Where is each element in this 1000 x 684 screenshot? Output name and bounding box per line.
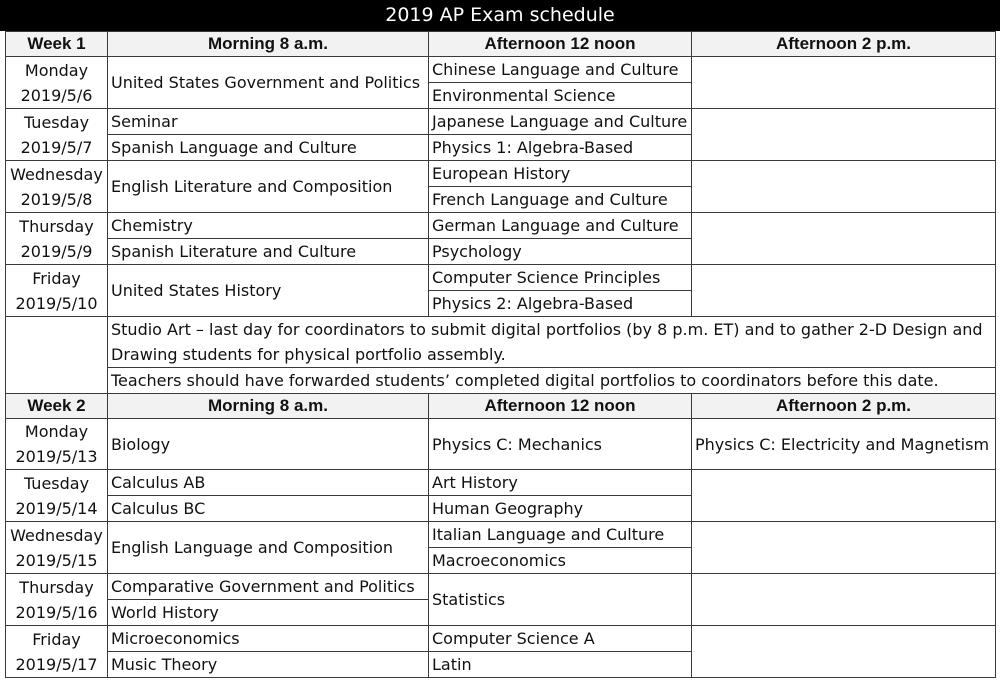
day-date: 2019/5/16 <box>15 602 98 622</box>
table-row <box>6 57 996 83</box>
day-name: Monday <box>24 422 89 441</box>
table-row <box>6 522 996 548</box>
day-date: 2019/5/10 <box>15 293 98 313</box>
day-cell <box>6 626 108 678</box>
noon-exam: French Language and Culture <box>429 187 692 213</box>
noon-exam: German Language and Culture <box>429 213 692 239</box>
two-pm-header: Afternoon 2 p.m. <box>692 32 996 57</box>
schedule-title: 2019 AP Exam schedule <box>0 0 1000 31</box>
day-name: Wednesday <box>10 164 103 184</box>
day-date: 2019/5/17 <box>15 654 98 674</box>
two-pm-empty <box>692 470 996 522</box>
two-pm-empty <box>692 574 996 626</box>
day-date: 2019/5/7 <box>20 137 93 157</box>
two-pm-empty <box>692 213 996 265</box>
note-row <box>6 317 996 368</box>
morning-exam: Seminar <box>108 109 429 135</box>
day-cell <box>6 57 108 109</box>
day-cell <box>6 419 108 470</box>
table-row <box>6 265 996 291</box>
morning-exam: United States History <box>108 265 429 317</box>
week2-label: Week 2 <box>6 394 108 419</box>
morning-exam: Microeconomics <box>108 626 429 652</box>
noon-exam: Chinese Language and Culture <box>429 57 692 83</box>
table-row <box>6 109 996 135</box>
day-cell <box>6 213 108 265</box>
two-pm-empty <box>692 626 996 678</box>
two-pm-exam: Physics C: Electricity and Magnetism <box>692 419 996 470</box>
day-name: Monday <box>24 60 89 80</box>
day-name: Thursday <box>19 216 94 236</box>
noon-exam: Italian Language and Culture <box>429 522 692 548</box>
day-cell <box>6 109 108 161</box>
noon-exam: Macroeconomics <box>429 548 692 574</box>
noon-exam: Physics C: Mechanics <box>429 419 692 470</box>
two-pm-empty <box>692 109 996 161</box>
day-date: 2019/5/14 <box>15 498 98 518</box>
table-row <box>6 470 996 496</box>
two-pm-empty <box>692 522 996 574</box>
noon-exam: Environmental Science <box>429 83 692 109</box>
day-name: Tuesday <box>23 112 90 132</box>
noon-exam: Physics 1: Algebra-Based <box>429 135 692 161</box>
table-row <box>6 213 996 239</box>
table-row <box>6 574 996 600</box>
noon-exam: Computer Science Principles <box>429 265 692 291</box>
noon-header: Afternoon 12 noon <box>429 394 692 419</box>
week2-header-row <box>6 394 996 419</box>
noon-exam: Computer Science A <box>429 626 692 652</box>
morning-exam: Spanish Language and Culture <box>108 135 429 161</box>
two-pm-empty <box>692 57 996 109</box>
noon-header: Afternoon 12 noon <box>429 32 692 57</box>
week1-label: Week 1 <box>6 32 108 57</box>
day-name: Friday <box>32 268 81 288</box>
noon-exam: Physics 2: Algebra-Based <box>429 291 692 317</box>
morning-exam: Calculus AB <box>108 470 429 496</box>
day-name: Wednesday <box>10 525 103 545</box>
day-date: 2019/5/13 <box>15 447 98 466</box>
two-pm-empty <box>692 265 996 317</box>
noon-exam: Statistics <box>429 574 692 626</box>
day-cell <box>6 265 108 317</box>
day-cell <box>6 161 108 213</box>
noon-exam: European History <box>429 161 692 187</box>
noon-exam: Latin <box>429 652 692 678</box>
day-date: 2019/5/9 <box>20 241 93 261</box>
day-cell <box>6 470 108 522</box>
week1-header-row <box>6 32 996 57</box>
morning-header: Morning 8 a.m. <box>108 32 429 57</box>
noon-exam: Psychology <box>429 239 692 265</box>
studio-art-note: Studio Art – last day for coordinators to submit digital portfolios (by 8 p.m. ET) and to gather 2-D Design and Drawing students for physical portfolio assembly. <box>108 317 996 368</box>
day-date: 2019/5/6 <box>20 85 93 105</box>
day-name: Tuesday <box>23 473 90 493</box>
table-row <box>6 626 996 652</box>
morning-exam: Biology <box>108 419 429 470</box>
noon-exam: Human Geography <box>429 496 692 522</box>
morning-exam: English Language and Composition <box>108 522 429 574</box>
note-row <box>6 368 996 394</box>
day-cell <box>6 522 108 574</box>
morning-exam: Comparative Government and Politics <box>108 574 429 600</box>
morning-exam: United States Government and Politics <box>108 57 429 109</box>
two-pm-empty <box>692 161 996 213</box>
morning-header: Morning 8 a.m. <box>108 394 429 419</box>
morning-exam: Spanish Literature and Culture <box>108 239 429 265</box>
morning-exam: Chemistry <box>108 213 429 239</box>
day-name: Friday <box>32 629 81 649</box>
note-day-empty <box>6 317 108 394</box>
teachers-note: Teachers should have forwarded students’ completed digital portfolios to coordinators before this date. <box>108 368 996 394</box>
morning-exam: World History <box>108 600 429 626</box>
exam-schedule-table <box>5 31 996 678</box>
day-cell <box>6 574 108 626</box>
two-pm-header: Afternoon 2 p.m. <box>692 394 996 419</box>
day-date: 2019/5/15 <box>15 550 98 570</box>
noon-exam: Art History <box>429 470 692 496</box>
morning-exam: English Literature and Composition <box>108 161 429 213</box>
noon-exam: Japanese Language and Culture <box>429 109 692 135</box>
day-name: Thursday <box>19 577 94 597</box>
table-row <box>6 161 996 187</box>
morning-exam: Music Theory <box>108 652 429 678</box>
day-date: 2019/5/8 <box>20 189 93 209</box>
morning-exam: Calculus BC <box>108 496 429 522</box>
